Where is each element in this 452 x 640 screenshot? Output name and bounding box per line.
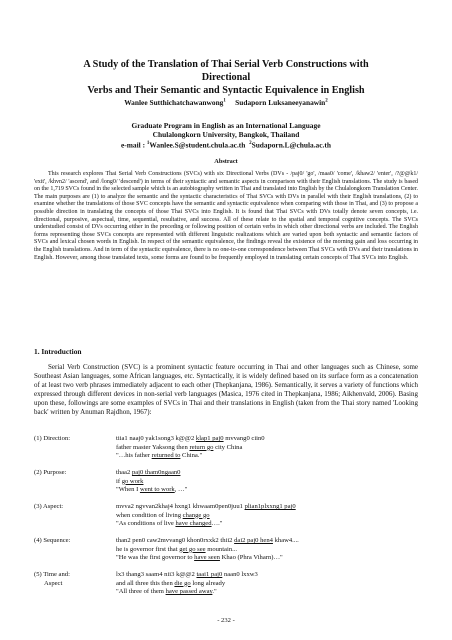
abstract-heading: Abstract [214, 158, 238, 165]
author-list [40, 98, 412, 107]
section-heading: 1. Introduction [34, 347, 82, 356]
intro-paragraph: Serial Verb Construction (SVC) is a prominent syntactic feature occurring in Thai and other languages such as Chinese, some Southeast Asian languages, some African languages, etc. Syntactically, it is widely defined based on its surface form as a concatenation of at least two verb phrases immediately adjacent to each other (Thepkanjana, 1986). Semantically, it serves a variety of functions which expressed through different devices in non-serial verb languages (Masica, 1976 cited in Thepkanjana, 1986; Aikhenvald, 2006). Basing upon these, followings are some examples of SVCs in Thai and their translations in English (taken from the Thai story named 'Looking back' written by Anuman Rajdhon, 1967): [34, 363, 418, 417]
example-label: (2) Purpose: [34, 469, 67, 476]
email-prefix: e-mail : [121, 140, 147, 150]
example-thai-line: thaa2 paj0 tham0ngaan0 [116, 469, 181, 476]
affiliation-line-1: Graduate Program in English as an International Language [131, 121, 321, 130]
email-2-sup: 2 [249, 141, 252, 146]
example-label: (3) Aspect: [34, 503, 64, 510]
affiliation [40, 121, 412, 149]
example-translation-line: "As conditions of live have changed…." [116, 520, 223, 528]
example-item [34, 537, 424, 567]
title-line-2: Verbs and Their Semantic and Syntactic Equivalence in English [87, 85, 365, 96]
example-label: (5) Time and: [34, 571, 70, 578]
example-translation-line: "When I went to work, …" [116, 486, 188, 494]
email-1: Wanlee.S@student.chula.ac.th [149, 140, 246, 150]
example-item [34, 571, 424, 601]
example-thai-line: lx3 thang3 saam4 nii3 k@@2 taai1 paj0 naan0 lxxw3 [116, 571, 258, 578]
email-line [40, 139, 412, 149]
email-1-sup: 1 [146, 141, 150, 146]
page-number: - 232 - [217, 617, 235, 624]
example-thai-line: mvva2 ngvvan2khaj4 hxng1 khwaam0pen0juu1 plian1plxxng1 paj0 [116, 503, 296, 510]
example-translation-line: "…his father returned to China." [116, 452, 203, 460]
example-thai-line: tiia1 naaj0 yak1song3 k@@2 klap1 paj0 mvvang0 ciin0 [116, 435, 265, 442]
author-1: Wanlee Sutthichatchawanwong [124, 98, 224, 107]
email-2: Sudaporn.L@chula.ac.th [251, 140, 331, 150]
example-gloss-line: he is governor first that get go see mountain... [116, 545, 238, 553]
paper-title [60, 58, 392, 97]
example-item [34, 469, 424, 499]
author-2: Sudaporn Luksaneeyanawin [235, 98, 326, 107]
example-gloss-line: and all three this then die go long already [116, 579, 226, 587]
example-gloss-line: father master Yaksong then return go city China [116, 443, 243, 451]
example-item [34, 503, 424, 533]
example-label: (4) Sequence: [34, 537, 71, 544]
example-label-2: Aspect [44, 579, 63, 587]
example-list [34, 435, 424, 605]
example-gloss-line: if go work [116, 477, 144, 485]
author-2-sup: 2 [325, 98, 328, 104]
title-line-1: A Study of the Translation of Thai Serial Verb Constructions with Directional [83, 59, 369, 83]
example-label: (1) Direction: [34, 435, 71, 442]
abstract-text: This research explores Thai Serial Verb Constructions (SVCs) with six Directional Verbs (DVs - /paj0/ 'go', /maa0/ 'come', /khaw2/ 'enter', /?@@k1/ 'exit', /khvn2/ 'ascend', and /long0/ 'descend') in terms of their syntactic and semantic aspects in comparison with their English translations. The study is based on the 1,719 SVCs found in the selected sample which is an autobiography written in Thai and translated into English by the Chulalongkorn Translation Center. The main purposes are (1) to analyze the semantic and the syntactic characteristics of Thai SVCs with DVs in parallel with their English translations, (2) to examine whether the translations of those SVC concepts have the semantic and syntactic equivalence when comparing with those in Thai, and (3) to propose a possible direction in translating the concepts of those Thai SVCs into English. It is found that Thai SVCs with DVs totally denote seven concepts, i.e. directional, purposive, aspectual, time, sequential, resultative, and success. All of these relate to the spatial and temporal cognitive concepts. The SVCs understudied consist of DVs occurring either in the preceding or following position of certain verbs in which other directional verbs are included. The English forms representing those SVCs concepts are represented with different linguistic realizations which are varied upon both syntactic and semantic factors of SVCs and lexical chosen words in English. In respect of the semantic equivalence, the findings reveal the existence of the morning gain and loss occurring in the English translations. And in term of the syntactic equivalence, there is no one-to-one correspondence between Thai SVCs with DVs and their translations in English. However, among those translated texts, some forms are found to be frequently employed in translating certain concepts of Thai SVCs into English. [34, 171, 418, 261]
example-translation-line: "All three of them have passed away." [116, 588, 217, 596]
affiliation-line-2: Chulalongkorn University, Bangkok, Thailand [152, 130, 300, 139]
example-thai-line: than2 pen0 caw2mvvang0 khon0rxxk2 thii2 dai2 paj0 hen4 khaw4.... [116, 537, 299, 544]
example-item [34, 435, 424, 465]
author-1-sup: 1 [223, 98, 226, 104]
example-translation-line: "He was the first governor to have seen Khao (Phra Viharn)…" [116, 554, 283, 562]
example-gloss-line: when condition of living change go [116, 511, 210, 519]
